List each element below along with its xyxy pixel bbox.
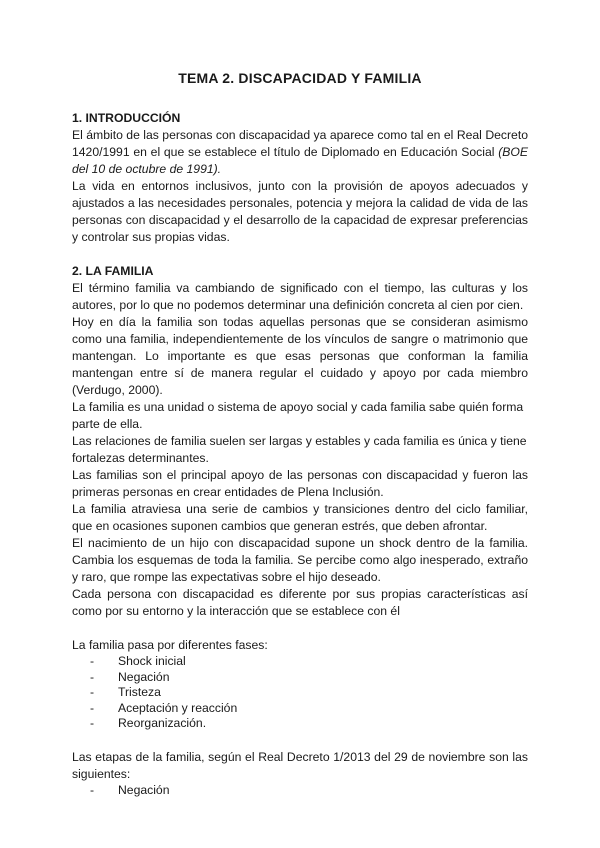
phases-intro: La familia pasa por diferentes fases: bbox=[72, 638, 268, 652]
dash-bullet: - bbox=[90, 716, 95, 730]
dash-bullet: - bbox=[90, 654, 95, 668]
list-item: - Tristeza bbox=[90, 685, 161, 699]
dash-bullet: - bbox=[90, 700, 95, 715]
section-heading-introduccion: 1. INTRODUCCIÓN bbox=[72, 111, 181, 125]
stages-intro: Las etapas de la familia, según el Real Decreto 1/2013 del 29 de noviembre son las siguientes: bbox=[72, 749, 528, 781]
list-item: - Negación bbox=[90, 782, 170, 797]
paragraph-familia-1: El término familia va cambiando de significado con el tiempo, las culturas y los autores, por lo que no podemos determinar una definición concreta al cien por cien. bbox=[72, 281, 528, 312]
list-item: - Negación bbox=[90, 669, 170, 684]
page-title: TEMA 2. DISCAPACIDAD Y FAMILIA bbox=[178, 70, 422, 86]
dash-bullet: - bbox=[90, 782, 95, 797]
paragraph-intro-1-text: El ámbito de las personas con discapacidad ya aparece como tal en el Real Decreto 1420/1991 en el que se establece el título de Diplomado en Educación Social bbox=[72, 128, 528, 159]
paragraph-intro-1 bbox=[72, 127, 528, 178]
dash-bullet: - bbox=[90, 685, 95, 699]
paragraph-familia-2: Hoy en día la familia son todas aquellas personas que se consideran asimismo como una familia, independientemente de los vínculos de sangre o matrimonio que mantengan. Lo importante es que esas personas que conforman la familia mantengan entre sí de manera regular el cuidado y apoyo por cada miembro (Verdugo, 2000). bbox=[72, 315, 528, 397]
paragraph-familia-5: Las familias son el principal apoyo de las personas con discapacidad y fueron las primeras personas en crear entidades de Plena Inclusión. bbox=[72, 468, 528, 499]
section-heading-familia: 2. LA FAMILIA bbox=[72, 264, 154, 278]
paragraph-familia-7: El nacimiento de un hijo con discapacidad supone un shock dentro de la familia. Cambia los esquemas de toda la familia. Se percibe como algo inesperado, extraño y raro, que rompe las expectativas sobre el hijo deseado. bbox=[72, 536, 528, 584]
paragraph-familia-6: La familia atraviesa una serie de cambios y transiciones dentro del ciclo familiar, que en ocasiones suponen cambios que generan estrés, que deben afrontar. bbox=[72, 502, 528, 533]
paragraph-intro-2: La vida en entornos inclusivos, junto con la provisión de apoyos adecuados y ajustados a las necesidades personales, potencia y mejora la calidad de vida de las personas con discapacidad y el desarrollo de la capacidad de expresar preferencias y controlar sus propias vidas. bbox=[72, 179, 528, 244]
dash-bullet: - bbox=[90, 669, 95, 684]
paragraph-intro-1-citation: (BOE del 10 de octubre de 1991). bbox=[72, 145, 528, 176]
paragraph-familia-3: La familia es una unidad o sistema de apoyo social y cada familia sabe quién forma parte de ella. bbox=[72, 400, 524, 431]
list-item: - Reorganización. bbox=[90, 716, 207, 730]
stages-list bbox=[72, 783, 528, 799]
phases-list bbox=[72, 654, 528, 732]
list-item: - Shock inicial bbox=[90, 654, 186, 668]
paragraph-familia-8: Cada persona con discapacidad es diferente por sus propias características así como por su entorno y la interacción que se establece con él bbox=[72, 587, 528, 618]
paragraph-familia-4: Las relaciones de familia suelen ser largas y estables y cada familia es única y tiene fortalezas determinantes. bbox=[72, 434, 527, 465]
list-item: - Aceptación y reacción bbox=[90, 700, 238, 715]
